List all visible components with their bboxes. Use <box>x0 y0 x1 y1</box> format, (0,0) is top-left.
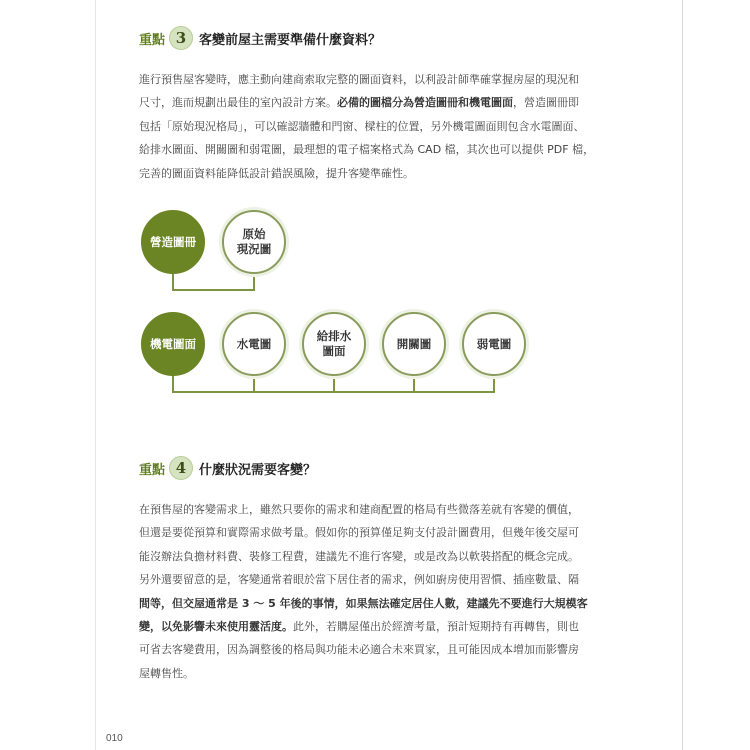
connector-line <box>413 374 415 392</box>
text-segment: 此外，若購屋僅出於經濟考量，預計短期持有再轉售，則也 <box>293 619 579 633</box>
key-point-label: 重點 <box>139 462 166 478</box>
connector-line <box>172 391 495 393</box>
section-title: 客變前屋主需要準備什麼資料？ <box>199 32 382 48</box>
node-label: 給排水 圖面 <box>316 329 352 358</box>
text-segment: 進行預售屋客變時，應主動向建商索取完整的圖面資料，以利設計師準確掌握房屋的現況和 <box>139 73 579 86</box>
emphasized-text: 變，以免影響未來使用靈活度。 <box>139 619 293 633</box>
text-line <box>139 568 629 591</box>
node-label: 水電圖 <box>236 336 272 351</box>
text-segment: 但還是要從預算和實際需求做考量。假如你的預算僅足夠支付設計圖費用，但幾年後交屋可 <box>139 526 579 540</box>
text-line <box>139 498 629 521</box>
text-line <box>139 115 629 138</box>
section-4-paragraph <box>139 498 629 685</box>
connector-line <box>253 270 255 290</box>
text-segment: ，營造圖冊即 <box>513 96 579 110</box>
text-segment: 給排水圖面、開關圖和弱電圖，最理想的電子檔案格式為 CAD 檔，其次也可以提供 PDF 檔， <box>139 143 595 157</box>
text-segment: 完善的圖面資料能降低設計錯誤風險，提升客變準確性。 <box>139 166 414 180</box>
text-segment: 可省去客變費用，因為調整後的格局與功能未必適合未來買家，且可能因成本增加而影響房 <box>139 643 579 657</box>
node-label: 弱電圖 <box>476 336 512 351</box>
text-line <box>139 91 629 114</box>
emphasized-text: 間等，但交屋通常是 3 ～ 5 年後的事情， <box>139 596 346 610</box>
node-label: 開關圖 <box>396 336 432 351</box>
text-segment: 能沒辦法負擔材料費、裝修工程費，建議先不進行客變，或是改為以軟裝搭配的概念完成。 <box>139 549 579 563</box>
node-label: 原始 現況圖 <box>236 227 272 256</box>
node-water-supply-drainage <box>302 312 366 376</box>
node-construction-drawings <box>141 210 205 274</box>
section-heading-3 <box>139 26 381 50</box>
text-line <box>139 545 629 568</box>
connector-line <box>172 289 255 291</box>
page-number: 010 <box>106 733 123 744</box>
node-mep-drawings <box>141 312 205 376</box>
text-line <box>139 162 629 185</box>
text-line <box>139 138 629 161</box>
text-segment: 尺寸，進而規劃出最佳的室內設計方案。 <box>139 96 337 110</box>
key-point-number-badge: 4 <box>169 456 193 480</box>
emphasized-text: 如果無法確定居住人數，建議先不要進行大規模客 <box>345 596 588 610</box>
key-point-number-badge: 3 <box>169 26 193 50</box>
connector-line <box>333 374 335 392</box>
text-line <box>139 615 629 638</box>
text-segment: 另外還要留意的是，客變通常着眼於當下居住者的需求，例如廚房使用習慣、插座數量、隔 <box>139 573 579 587</box>
node-original-layout <box>222 210 286 274</box>
node-low-voltage-plan <box>462 312 526 376</box>
section-title: 什麼狀況需要客變？ <box>199 462 317 478</box>
node-plumbing-electrical <box>222 312 286 376</box>
text-line <box>139 638 629 661</box>
key-point-label: 重點 <box>139 32 166 48</box>
text-segment: 屋轉售性。 <box>139 666 194 680</box>
section-heading-4 <box>139 456 316 480</box>
text-line <box>139 592 629 615</box>
book-page <box>96 0 682 750</box>
section-3-paragraph <box>139 68 629 185</box>
connector-line <box>493 374 495 392</box>
text-line <box>139 662 629 685</box>
node-label: 營造圖冊 <box>150 234 196 249</box>
emphasized-text: 必備的圖檔分為營造圖冊和機電圖面 <box>337 96 513 110</box>
connector-line <box>172 270 174 290</box>
drawing-documents-diagram <box>96 0 682 420</box>
node-switch-plan <box>382 312 446 376</box>
connector-line <box>253 374 255 392</box>
node-label: 機電圖面 <box>150 336 196 351</box>
connector-line <box>172 374 174 392</box>
text-line <box>139 521 629 544</box>
text-line <box>139 68 629 91</box>
text-segment: 在預售屋的客變需求上，雖然只要你的需求和建商配置的格局有些微落差就有客變的價值， <box>139 503 579 516</box>
text-segment: 包括「原始現況格局」，可以確認牆體和門窗、樑柱的位置，另外機電圖面則包含水電圖面、 <box>139 119 585 133</box>
